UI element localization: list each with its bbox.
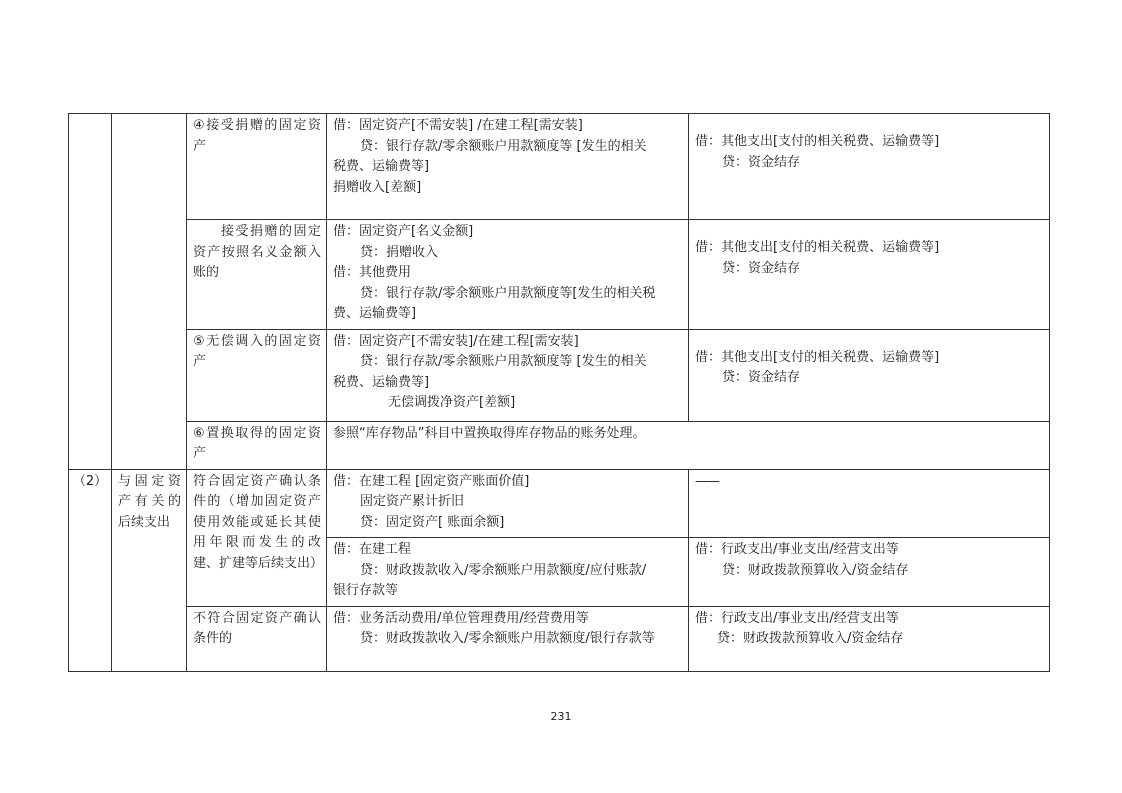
category-cell: 与固定资产有关的后续支出 bbox=[112, 469, 187, 671]
entry-line: 借：固定资产[不需安装] /在建工程[需安装] bbox=[333, 118, 583, 133]
entry-line: 借：在建工程 bbox=[333, 542, 412, 557]
budget-entry-cell bbox=[689, 220, 1050, 330]
item-cell: 符合固定资产确认条件的（增加固定资产使用效能或延长其使用年限而发生的改建、扩建等后续支出） bbox=[187, 469, 327, 606]
table-row bbox=[69, 606, 1050, 671]
entry-line: 无偿调拨净资产[差额] bbox=[388, 395, 516, 410]
financial-entry-cell bbox=[327, 329, 689, 421]
item-cell: ⑤无偿调入的固定资产 bbox=[187, 329, 327, 421]
entry-line: 贷：捐赠收入 bbox=[360, 244, 439, 260]
financial-entry-cell bbox=[327, 220, 689, 330]
entry-line: 税费、运输费等] bbox=[333, 159, 430, 174]
entry-line: 贷：资金结存 bbox=[722, 260, 801, 276]
entry-line: 贷：财政拨款预算收入/资金结存 bbox=[722, 562, 909, 578]
entry-line: —— bbox=[695, 473, 719, 489]
entry-line: 借：固定资产[名义金额] bbox=[333, 224, 474, 239]
table-row bbox=[69, 421, 1050, 469]
financial-entry-cell bbox=[327, 538, 689, 607]
entry-line: 固定资产累计折旧 bbox=[360, 494, 465, 509]
entry-line: 贷：固定资产[ 账面余额] bbox=[360, 514, 505, 530]
entry-line: 贷：资金结存 bbox=[722, 370, 801, 385]
financial-entry-cell bbox=[327, 469, 689, 538]
accounting-entries-table bbox=[68, 113, 1050, 672]
item-cell: ⑥置换取得的固定资产 bbox=[187, 421, 327, 469]
table-row bbox=[69, 220, 1050, 330]
entry-line: 借：其他支出[支付的相关税费、运输费等] bbox=[695, 134, 940, 149]
entry-line: 借：在建工程 [固定资产账面价值] bbox=[333, 473, 530, 489]
budget-entry-cell bbox=[689, 114, 1050, 220]
page-number: 231 bbox=[550, 710, 572, 723]
financial-entry-cell bbox=[327, 606, 689, 671]
entry-line: 借：业务活动费用/单位管理费用/经营费用等 bbox=[333, 610, 589, 626]
item-cell: 接受捐赠的固定资产按照名义金额入账的 bbox=[187, 220, 327, 330]
entry-line: 银行存款等 bbox=[333, 583, 399, 598]
entry-line: 借：行政支出/事业支出/经营支出等 bbox=[695, 542, 899, 557]
entry-line: 借：其他支出[支付的相关税费、运输费等] bbox=[695, 349, 940, 365]
entry-line: 税费、运输费等] bbox=[333, 374, 430, 390]
number-cell: （2） bbox=[69, 469, 112, 671]
entry-line: 借：其他费用 bbox=[333, 265, 412, 280]
category-cell bbox=[112, 114, 187, 470]
entry-line: 借：固定资产[不需安装]/在建工程[需安装] bbox=[333, 333, 579, 349]
entry-line: 贷：银行存款/零余额账户用款额度等 [发生的相关 bbox=[360, 354, 647, 369]
entry-line: 费、运输费等] bbox=[333, 306, 417, 321]
table-row bbox=[69, 329, 1050, 421]
entry-line: 贷：银行存款/零余额账户用款额度等[发生的相关税 bbox=[360, 285, 656, 301]
entry-line: 借：其他支出[支付的相关税费、运输费等] bbox=[695, 240, 940, 255]
budget-entry-cell bbox=[689, 538, 1050, 607]
financial-entry-cell bbox=[327, 114, 689, 220]
entry-line: 贷：财政拨款收入/零余额账户用款额度/应付账款/ bbox=[360, 562, 647, 578]
item-cell: 不符合固定资产确认条件的 bbox=[187, 606, 327, 671]
financial-entry-cell: 参照“库存物品”科目中置换取得库存物品的账务处理。 bbox=[327, 421, 1050, 469]
entry-line: 捐赠收入[差额] bbox=[333, 179, 422, 195]
budget-entry-cell bbox=[689, 469, 1050, 538]
budget-entry-cell bbox=[689, 329, 1050, 421]
entry-line: 贷：资金结存 bbox=[722, 154, 801, 170]
entry-line: 贷：财政拨款预算收入/资金结存 bbox=[717, 631, 904, 646]
table-row bbox=[69, 469, 1050, 538]
number-cell bbox=[69, 114, 112, 470]
item-cell: ④接受捐赠的固定资产 bbox=[187, 114, 327, 220]
table-row bbox=[69, 114, 1050, 220]
entry-line: 借：行政支出/事业支出/经营支出等 bbox=[695, 610, 899, 626]
entry-line: 贷：银行存款/零余额账户用款额度等 [发生的相关 bbox=[360, 138, 647, 154]
entry-line: 贷：财政拨款收入/零余额账户用款额度/银行存款等 bbox=[360, 631, 655, 646]
budget-entry-cell bbox=[689, 606, 1050, 671]
